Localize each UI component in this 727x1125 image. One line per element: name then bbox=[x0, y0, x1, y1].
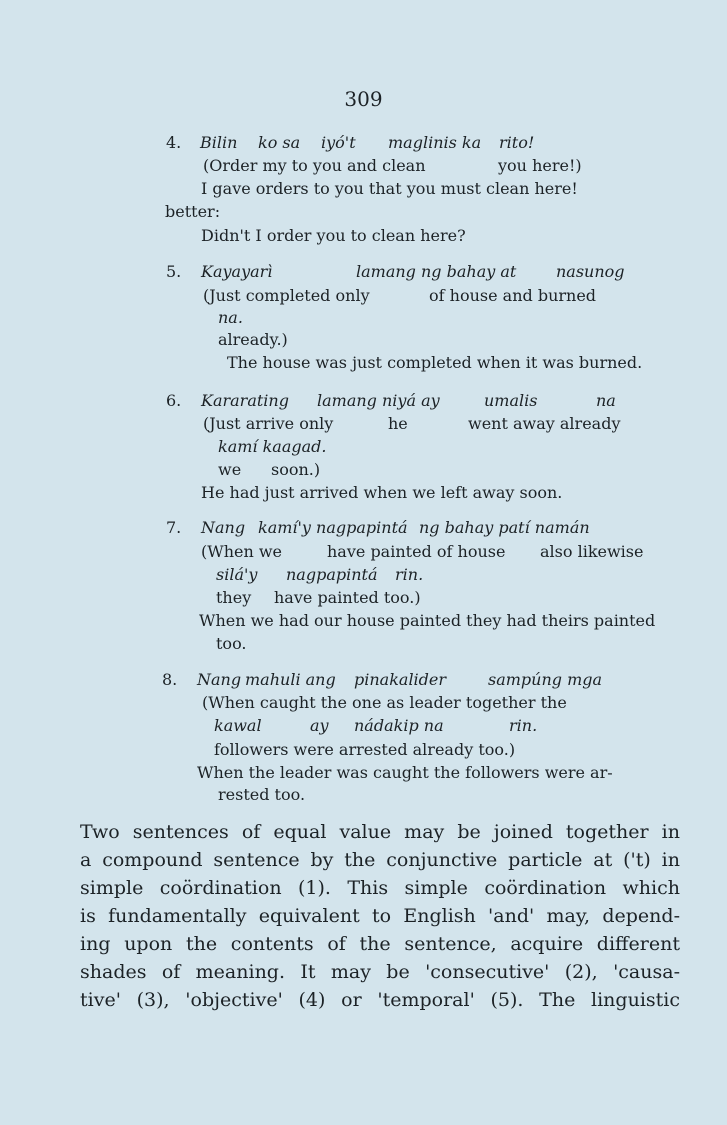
word: Bilin bbox=[200, 133, 238, 152]
tagalog-line: kamí kaagad. bbox=[218, 437, 327, 456]
gloss-segment: soon.) bbox=[271, 460, 321, 479]
gloss-segment: you here!) bbox=[498, 156, 582, 175]
tagalog-line: na. bbox=[218, 308, 243, 327]
word: rito! bbox=[499, 133, 535, 152]
example-number: 7. bbox=[166, 518, 182, 537]
translation-line: When the leader was caught the followers were ar- bbox=[197, 763, 613, 782]
gloss-segment: (Just arrive only bbox=[203, 414, 334, 433]
gloss-segment: they bbox=[216, 588, 252, 607]
example-number: 8. bbox=[162, 670, 178, 689]
word: iyó't bbox=[321, 133, 356, 152]
word: maglinis ka bbox=[388, 133, 482, 152]
word: Kayayarì bbox=[201, 262, 273, 281]
paragraph-line: Two sentences of equal value may be joined together in bbox=[80, 821, 680, 843]
gloss-line: (When caught the one as leader together the bbox=[202, 693, 567, 712]
translation-line: The house was just completed when it was burned. bbox=[227, 353, 643, 372]
word: ko sa bbox=[258, 133, 301, 152]
gloss-segment: of house and burned bbox=[429, 286, 597, 305]
word: kawal bbox=[214, 716, 262, 735]
gloss-line: followers were arrested already too.) bbox=[214, 740, 516, 759]
example-number: 5. bbox=[166, 262, 182, 281]
gloss-segment: have painted of house bbox=[327, 542, 506, 561]
example-number: 4. bbox=[166, 133, 182, 152]
gloss-line: already.) bbox=[218, 330, 288, 349]
translation-line: When we had our house painted they had theirs painted bbox=[199, 611, 656, 630]
gloss-segment: he bbox=[388, 414, 408, 433]
gloss-segment: went away already bbox=[468, 414, 621, 433]
word: silá'y bbox=[216, 565, 258, 584]
word: Nang bbox=[201, 518, 246, 537]
translation-line: He had just arrived when we left away soon. bbox=[201, 483, 563, 502]
word: mahuli ang bbox=[245, 670, 336, 689]
word: umalis bbox=[484, 391, 538, 410]
paragraph-line: is fundamentally equivalent to English 'and' may, depend- bbox=[80, 905, 680, 927]
example-number: 6. bbox=[166, 391, 182, 410]
word: lamang niyá ay bbox=[317, 391, 440, 410]
gloss-segment: have painted too.) bbox=[274, 588, 421, 607]
word: Kararating bbox=[201, 391, 289, 410]
word: sampúng mga bbox=[488, 670, 603, 689]
paragraph-line: a compound sentence by the conjunctive particle at ('t) in bbox=[80, 849, 680, 871]
body-paragraph bbox=[80, 818, 680, 1014]
page-number: 309 bbox=[344, 87, 383, 111]
translation-line: I gave orders to you that you must clean here! bbox=[201, 179, 578, 198]
gloss-segment: we bbox=[218, 460, 242, 479]
gloss-segment: also likewise bbox=[540, 542, 644, 561]
better-label: better: bbox=[165, 202, 221, 221]
paragraph-line: shades of meaning. It may be 'consecutive' (2), 'causa- bbox=[80, 961, 680, 983]
word: nasunog bbox=[556, 262, 625, 281]
word: rin. bbox=[395, 565, 424, 584]
word: nagpapintá bbox=[286, 565, 378, 584]
gloss-segment: (Order my to you and clean bbox=[203, 156, 426, 175]
translation-line: Didn't I order you to clean here? bbox=[201, 226, 466, 245]
word: na bbox=[596, 391, 616, 410]
word: ay bbox=[310, 716, 329, 735]
word: lamang ng bahay at bbox=[356, 262, 517, 281]
paragraph-line: ing upon the contents of the sentence, acquire different bbox=[80, 933, 680, 955]
translation-line: rested too. bbox=[218, 785, 306, 804]
paragraph-line: simple coördination (1). This simple coördination which bbox=[80, 877, 680, 899]
word: kamí'y nagpapintá bbox=[258, 518, 408, 537]
word: ng bahay patí namán bbox=[419, 518, 590, 537]
translation-line: too. bbox=[216, 634, 247, 653]
word: pinakalider bbox=[354, 670, 447, 689]
paragraph-line: tive' (3), 'objective' (4) or 'temporal' (5). The linguistic bbox=[80, 989, 680, 1011]
word: nádakip na bbox=[354, 716, 444, 735]
word: Nang bbox=[197, 670, 242, 689]
gloss-segment: (Just completed only bbox=[203, 286, 370, 305]
word: rin. bbox=[509, 716, 538, 735]
gloss-segment: (When we bbox=[201, 542, 283, 561]
